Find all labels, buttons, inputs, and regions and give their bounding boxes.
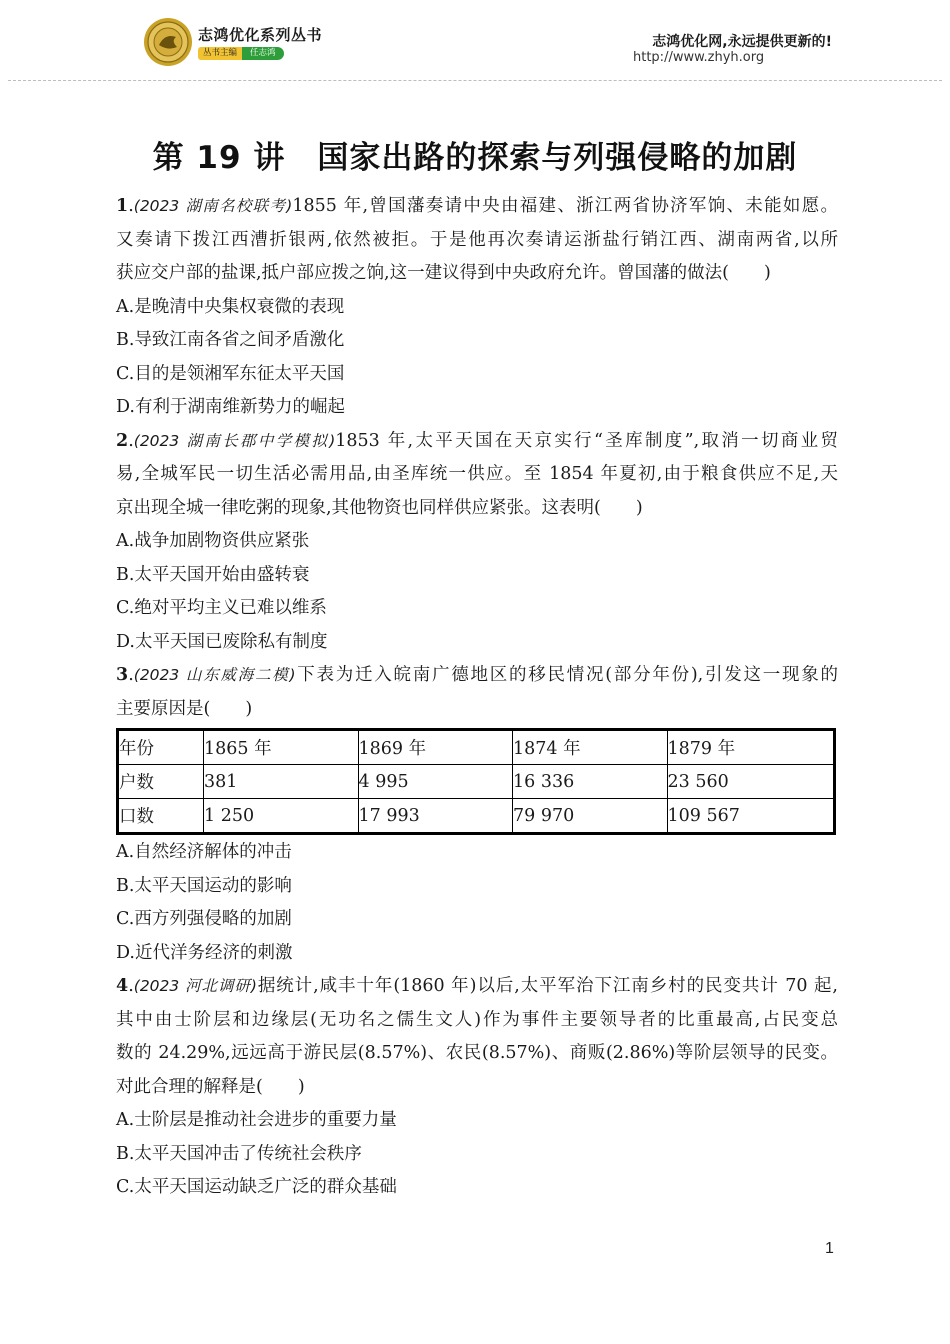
- option-b[interactable]: B.导致江南各省之间矛盾激化: [116, 330, 345, 350]
- question-source: (2023 湖南长郡中学模拟): [133, 431, 336, 450]
- table-cell: 23 560: [667, 765, 835, 799]
- question-stem-line: 易,全城军民一切生活必需用品,由圣库统一供应。至 1854 年夏初,由于粮食供应不足,天: [116, 464, 838, 484]
- question-text: 1855 年,曾国藩奏请中央由福建、浙江两省协济军饷、未能如愿。: [292, 196, 838, 216]
- option-d[interactable]: D.太平天国已废除私有制度: [116, 631, 328, 652]
- series-title: 志鸿优化系列丛书: [198, 26, 323, 44]
- table-cell: 16 336: [513, 765, 668, 799]
- question-number: 2: [116, 430, 129, 451]
- page-header: [0, 0, 950, 90]
- question-source: (2023 河北调研): [133, 977, 257, 995]
- question-stem-line: [116, 425, 838, 459]
- table-row: [118, 799, 835, 834]
- question-stem-line: [116, 190, 838, 224]
- table-cell: 1865 年: [204, 730, 359, 765]
- table-cell: 79 970: [513, 799, 668, 834]
- table-cell: 1874 年: [513, 730, 668, 765]
- question-number: 4: [116, 976, 129, 996]
- editor-name: 任志鸿: [242, 47, 284, 60]
- question-4: [116, 970, 838, 1205]
- table-cell: 17 993: [358, 799, 513, 834]
- editor-badge: [198, 47, 284, 60]
- question-number: 3: [116, 665, 129, 685]
- option-b[interactable]: B.太平天国冲击了传统社会秩序: [116, 1143, 362, 1164]
- page-title: 第 19 讲 国家出路的探索与列强侵略的加剧: [152, 140, 798, 176]
- question-text: 据统计,咸丰十年(1860 年)以后,太平军治下江南乡村的民变共计 70 起,: [256, 976, 838, 996]
- question-dot: .: [128, 665, 134, 685]
- question-text: 下表为迁入皖南广德地区的移民情况(部分年份),引发这一现象的: [295, 665, 839, 685]
- table-cell: 年份: [118, 730, 204, 765]
- question-2: [116, 425, 838, 660]
- question-text: 1853 年,太平天国在天京实行“圣库制度”,取消一切商业贸: [335, 430, 838, 451]
- option-a[interactable]: A.战争加剧物资供应紧张: [116, 531, 310, 551]
- publisher-seal-logo: [143, 17, 193, 67]
- option-a[interactable]: A.自然经济解体的冲击: [116, 842, 292, 862]
- table-cell: 户数: [118, 765, 204, 799]
- option-c[interactable]: C.目的是领湘军东征太平天国: [116, 363, 345, 384]
- page-number: 1: [825, 1240, 834, 1257]
- site-slogan: 志鸿优化网,永远提供更新的!: [652, 34, 832, 50]
- table-cell: 口数: [118, 799, 204, 834]
- option-c[interactable]: C.太平天国运动缺乏广泛的群众基础: [116, 1177, 397, 1197]
- question-stem-line: 主要原因是( ): [116, 698, 253, 719]
- table-cell: 109 567: [667, 799, 835, 834]
- table-cell: 1 250: [204, 799, 359, 834]
- option-a[interactable]: A.是晚清中央集权衰微的表现: [116, 296, 345, 317]
- question-stem-line: 京出现全城一律吃粥的现象,其他物资也同样供应紧张。这表明( ): [116, 497, 643, 518]
- option-c[interactable]: C.西方列强侵略的加剧: [116, 909, 292, 929]
- question-dot: .: [128, 430, 134, 451]
- question-1: [116, 190, 838, 425]
- table-cell: 1879 年: [667, 730, 835, 765]
- option-d[interactable]: D.近代洋务经济的刺激: [116, 942, 293, 963]
- option-d[interactable]: D.有利于湖南维新势力的崛起: [116, 397, 345, 417]
- table-cell: 381: [204, 765, 359, 799]
- question-number: 1: [116, 196, 129, 216]
- question-stem-line: 获应交户部的盐课,抵户部应拨之饷,这一建议得到中央政府允许。曾国藩的做法( ): [116, 263, 771, 283]
- option-a[interactable]: A.士阶层是推动社会进步的重要力量: [116, 1110, 397, 1130]
- question-source: (2023 湖南名校联考): [133, 197, 293, 215]
- site-url[interactable]: http://www.zhyh.org: [633, 50, 765, 65]
- option-b[interactable]: B.太平天国开始由盛转衰: [116, 564, 310, 585]
- question-stem-line: [116, 970, 838, 1004]
- question-stem-line: 数的 24.29%,远远高于游民层(8.57%)、农民(8.57%)、商贩(2.86%)等阶层领导的民变。: [116, 1043, 838, 1063]
- migration-table: [116, 728, 836, 835]
- question-3: [116, 659, 838, 970]
- option-b[interactable]: B.太平天国运动的影响: [116, 875, 292, 896]
- header-divider: [8, 80, 942, 81]
- table-row: [118, 765, 835, 799]
- question-list: [116, 190, 838, 1205]
- question-stem-line: 对此合理的解释是( ): [116, 1076, 305, 1097]
- question-stem-line: 其中由士阶层和边缘层(无功名之儒生文人)作为事件主要领导者的比重最高,占民变总: [116, 1009, 838, 1030]
- table-header-row: [118, 730, 835, 765]
- editor-role: 丛书主编: [198, 47, 242, 60]
- table-cell: 4 995: [358, 765, 513, 799]
- question-stem-line: 又奏请下拨江西漕折银两,依然被拒。于是他再次奏请运浙盐行销江西、湖南两省,以所: [116, 229, 838, 250]
- question-stem-line: [116, 659, 838, 693]
- option-c[interactable]: C.绝对平均主义已难以维系: [116, 598, 327, 618]
- question-dot: .: [128, 196, 134, 216]
- question-dot: .: [128, 976, 134, 996]
- table-cell: 1869 年: [358, 730, 513, 765]
- question-source: (2023 山东威海二模): [133, 666, 296, 684]
